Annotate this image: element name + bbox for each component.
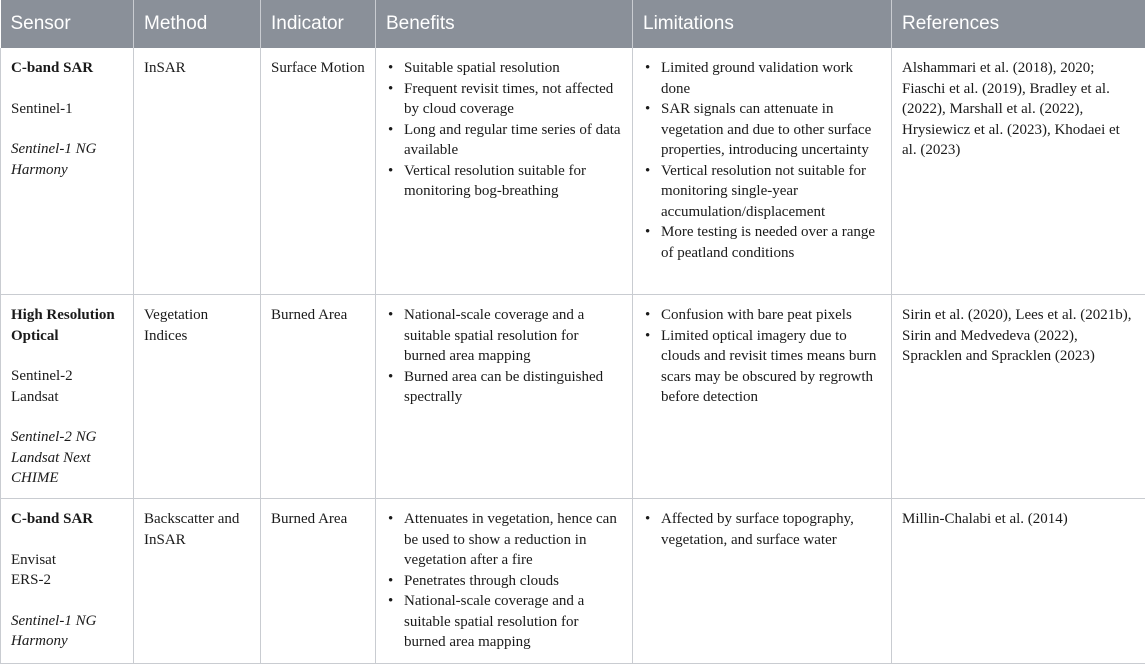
satellite-name: Sentinel-1	[11, 99, 123, 120]
sensor-cell	[1, 48, 134, 295]
satellite-name: Envisat	[11, 550, 123, 571]
current-satellites	[11, 366, 123, 407]
list-item: • More testing is needed over a range of peatland conditions	[661, 222, 881, 263]
list-item: • National-scale coverage and a suitable spatial resolution for burned area mapping	[404, 591, 622, 653]
sensor-cell	[1, 499, 134, 664]
limitations-list	[643, 305, 881, 408]
header-method: Method	[134, 0, 261, 48]
table-body	[1, 48, 1145, 664]
method-cell: Backscatter and InSAR	[134, 499, 261, 664]
header-indicator: Indicator	[261, 0, 376, 48]
references-cell: Alshammari et al. (2018), 2020; Fiaschi et al. (2019), Bradley et al. (2022), Marshall et al. (2022), Hrysiewicz et al. (2023), Khodaei et al. (2023)	[892, 48, 1145, 295]
list-item: • Limited ground validation work done	[661, 58, 881, 99]
satellite-name: Sentinel-2	[11, 366, 123, 387]
list-item: • Attenuates in vegetation, hence can be used to show a reduction in vegetation after a fire	[404, 509, 622, 571]
next-gen-satellite-name: Sentinel-2 NG	[11, 427, 123, 448]
indicator-cell: Burned Area	[261, 499, 376, 664]
list-item: • Suitable spatial resolution	[404, 58, 622, 79]
list-item: • Vertical resolution suitable for monitoring bog-breathing	[404, 161, 622, 202]
indicator-cell: Surface Motion	[261, 48, 376, 295]
current-satellites	[11, 550, 123, 591]
next-gen-satellite-name: Harmony	[11, 160, 123, 181]
header-benefits: Benefits	[376, 0, 633, 48]
indicator-cell: Burned Area	[261, 295, 376, 499]
next-gen-satellite-name: Landsat Next	[11, 448, 123, 469]
next-gen-satellites	[11, 611, 123, 652]
list-item: • Penetrates through clouds	[404, 571, 622, 592]
current-satellites	[11, 99, 123, 120]
list-item: • Limited optical imagery due to clouds and revisit times means burn scars may be obscured by regrowth before detection	[661, 326, 881, 408]
list-item: • Burned area can be distinguished spectrally	[404, 367, 622, 408]
method-cell: InSAR	[134, 48, 261, 295]
method-cell: Vegetation Indices	[134, 295, 261, 499]
next-gen-satellites	[11, 427, 123, 489]
header-limitations: Limitations	[633, 0, 892, 48]
sensor-type: C-band SAR	[11, 509, 123, 530]
limitations-list	[643, 509, 881, 550]
next-gen-satellite-name: Harmony	[11, 631, 123, 652]
benefits-list	[386, 509, 622, 653]
limitations-cell	[633, 48, 892, 295]
benefits-cell	[376, 499, 633, 664]
benefits-cell	[376, 48, 633, 295]
list-item: • Confusion with bare peat pixels	[661, 305, 881, 326]
references-cell: Millin-Chalabi et al. (2014)	[892, 499, 1145, 664]
next-gen-satellite-name: Sentinel-1 NG	[11, 139, 123, 160]
benefits-list	[386, 58, 622, 202]
sensor-type: High Resolution Optical	[11, 305, 123, 346]
list-item: • Frequent revisit times, not affected by cloud coverage	[404, 79, 622, 120]
limitations-list	[643, 58, 881, 263]
table-header	[1, 0, 1145, 48]
references-cell: Sirin et al. (2020), Lees et al. (2021b), Sirin and Medvedeva (2022), Spracklen and Spracklen (2023)	[892, 295, 1145, 499]
list-item: • National-scale coverage and a suitable spatial resolution for burned area mapping	[404, 305, 622, 367]
satellite-name: ERS-2	[11, 570, 123, 591]
sensor-cell	[1, 295, 134, 499]
header-sensor: Sensor	[1, 0, 134, 48]
header-row	[1, 0, 1145, 48]
table-row	[1, 48, 1145, 295]
table-row	[1, 295, 1145, 499]
list-item: • Affected by surface topography, vegetation, and surface water	[661, 509, 881, 550]
list-item: • Long and regular time series of data available	[404, 120, 622, 161]
list-item: • SAR signals can attenuate in vegetation and due to other surface properties, introducing uncertainty	[661, 99, 881, 161]
table-row	[1, 499, 1145, 664]
next-gen-satellites	[11, 139, 123, 180]
limitations-cell	[633, 295, 892, 499]
next-gen-satellite-name: CHIME	[11, 468, 123, 489]
benefits-list	[386, 305, 622, 408]
next-gen-satellite-name: Sentinel-1 NG	[11, 611, 123, 632]
satellite-name: Landsat	[11, 387, 123, 408]
sensor-type: C-band SAR	[11, 58, 123, 79]
benefits-cell	[376, 295, 633, 499]
header-references: References	[892, 0, 1145, 48]
limitations-cell	[633, 499, 892, 664]
list-item: • Vertical resolution not suitable for monitoring single-year accumulation/displacement	[661, 161, 881, 223]
